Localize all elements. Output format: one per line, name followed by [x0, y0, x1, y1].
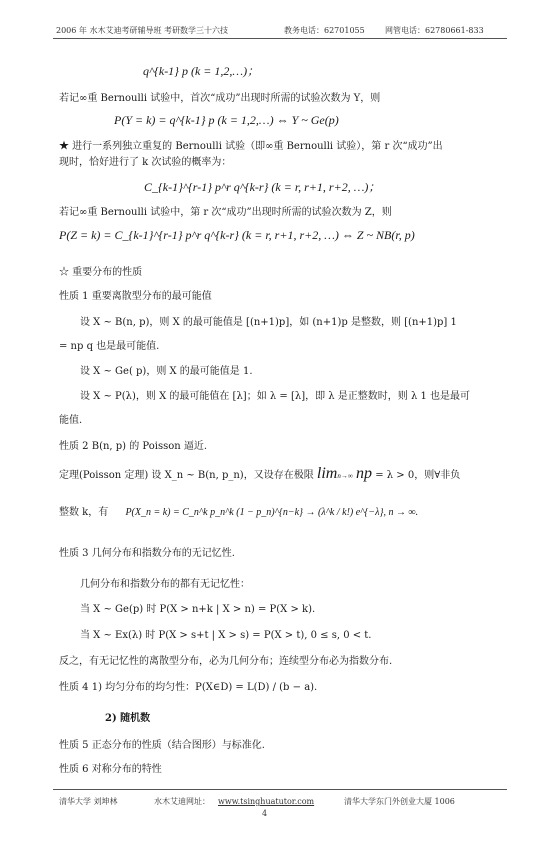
- limit-subscript: n→∞: [337, 472, 353, 480]
- header-phone-admin: 网管电话：62780661-833: [385, 26, 484, 35]
- property-heading: 性质 5 正态分布的性质（结合图形）与标准化.: [59, 740, 265, 751]
- footer-author: 清华大学 刘坤林: [59, 797, 118, 806]
- footer-rule: [53, 789, 507, 790]
- text-line: 几何分布和指数分布的都有无记忆性：: [80, 579, 250, 590]
- sub-item: 2) 随机数: [105, 713, 151, 724]
- text-line: 现时，恰好进行了 k 次试验的概率为：: [59, 157, 232, 168]
- formula-negbin-prob: C_{k-1}^{r-1} p^r q^{k-r} (k = r, r+1, r+2, …)；: [144, 180, 381, 194]
- text-line: ★ 进行一系列独立重复的 Bernoulli 试验（即∞重 Bernoulli 试验），第 r 次“成功”出: [59, 141, 443, 152]
- property-heading: 性质 1 重要离散型分布的最可能值: [59, 291, 212, 302]
- formula-poisson-limit: P(X_n = k) = C_n^k p_n^k (1 − p_n)^{n−k} → (λ^k / k!) e^{−λ}, n → ∞.: [125, 507, 419, 518]
- theorem-line: [59, 467, 460, 483]
- header-rule: [53, 38, 507, 39]
- formula-memoryless-exponential: 当 X ~ Ex(λ) 时 P(X > s+t | X > s) = P(X > t), 0 ≤ s, 0 < t.: [80, 630, 372, 641]
- property-heading: 性质 2 B(n, p) 的 Poisson 逼近.: [59, 441, 208, 452]
- text-line: = np q 也是最可能值.: [59, 341, 160, 352]
- formula-geometric-prob: q^{k-1} p (k = 1,2,…)；: [143, 64, 260, 78]
- text-line: 设 X ~ P(λ)，则 X 的最可能值在 [λ]；如 λ = [λ]，即 λ 是正整数时，则 λ 1 也是最可: [80, 391, 471, 402]
- footer-site-label: 水木艾迪网址：: [154, 797, 210, 806]
- property-heading: 性质 6 对称分布的特性: [59, 764, 162, 775]
- text-line: 设 X ~ Ge( p)，则 X 的最可能值是 1.: [80, 366, 253, 377]
- theorem-conclusion: [59, 506, 418, 519]
- footer-address: 清华大学东门外创业大厦 1006: [344, 797, 455, 806]
- theorem-conclusion-text: 整数 k，有: [59, 507, 109, 518]
- footer-site-link[interactable]: www.tsinghuatutor.com: [218, 797, 315, 806]
- formula-memoryless-geometric: 当 X ~ Ge(p) 时 P(X > n+k | X > n) = P(X > k).: [80, 604, 316, 615]
- formula-geometric-dist: P(Y = k) = q^{k-1} p (k = 1,2,…) ⇔ Y ~ Ge(p): [114, 113, 339, 127]
- header-phone-office: 教务电话：62701055: [284, 26, 365, 35]
- theorem-text-end: = λ > 0，则∀非负: [375, 470, 461, 481]
- page-number: 4: [262, 809, 268, 818]
- text-line: 能值.: [59, 415, 83, 426]
- text-line: 设 X ~ B(n, p)，则 X 的最可能值是 [(n+1)p]，如 (n+1)p 是整数，则 [(n+1)p] 1: [80, 317, 457, 328]
- header-title: 2006 年 水木艾迪考研辅导班 考研数学三十六技: [56, 26, 228, 35]
- section-heading: ☆ 重要分布的性质: [59, 267, 143, 278]
- property-heading: 性质 4 1) 均匀分布的均匀性：P(X∈D) = L(D) / (b − a).: [59, 682, 318, 693]
- text-line: 若记∞重 Bernoulli 试验中，首次“成功”出现时所需的试验次数为 Y，则: [59, 93, 381, 104]
- limit-symbol: lim: [316, 465, 338, 482]
- property-heading: 性质 3 几何分布和指数分布的无记忆性.: [59, 548, 235, 559]
- limit-expression: np: [356, 465, 373, 482]
- formula-negbin-dist: P(Z = k) = C_{k-1}^{r-1} p^r q^{k-r} (k = r, r+1, r+2, …) ⇔ Z ~ NB(r, p): [59, 228, 415, 242]
- text-line: 反之，有无记忆性的离散型分布，必为几何分布；连续型分布必为指数分布.: [59, 656, 393, 667]
- theorem-text: 定理(Poisson 定理) 设 X_n ~ B(n, p_n)，又设存在极限: [59, 470, 314, 481]
- text-line: 若记∞重 Bernoulli 试验中，第 r 次“成功”出现时所需的试验次数为 Z，则: [59, 207, 392, 218]
